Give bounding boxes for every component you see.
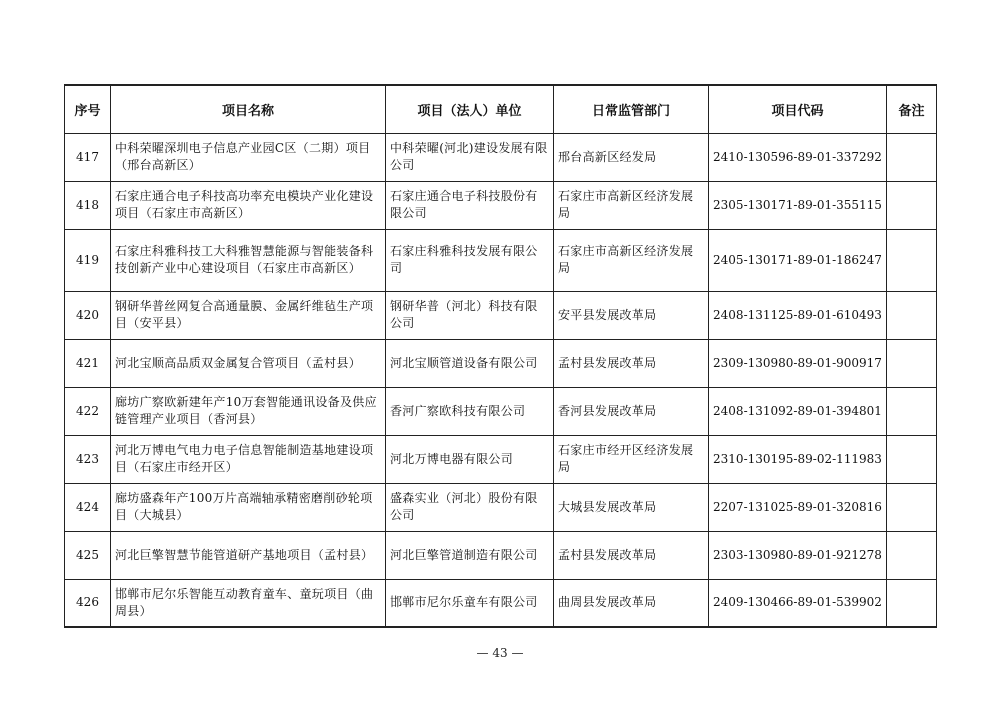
- row-project-code: 2410-130596-89-01-337292: [709, 133, 887, 181]
- row-supervision-dept: 安平县发展改革局: [554, 291, 709, 339]
- row-legal-unit: 河北万博电器有限公司: [386, 435, 554, 483]
- row-note: [887, 229, 937, 291]
- table-row: [65, 291, 937, 339]
- row-supervision-dept: 石家庄市经开区经济发展局: [554, 435, 709, 483]
- row-supervision-dept: 曲周县发展改革局: [554, 579, 709, 627]
- table-row: [65, 181, 937, 229]
- table-row: [65, 579, 937, 627]
- row-project-code: 2405-130171-89-01-186247: [709, 229, 887, 291]
- row-note: [887, 387, 937, 435]
- row-note: [887, 133, 937, 181]
- row-supervision-dept: 邢台高新区经发局: [554, 133, 709, 181]
- row-legal-unit: 石家庄科雅科技发展有限公司: [386, 229, 554, 291]
- row-supervision-dept: 大城县发展改革局: [554, 483, 709, 531]
- row-legal-unit: 中科荣曜(河北)建设发展有限公司: [386, 133, 554, 181]
- table-row: [65, 133, 937, 181]
- row-supervision-dept: 孟村县发展改革局: [554, 339, 709, 387]
- row-seq: 418: [65, 181, 111, 229]
- row-note: [887, 531, 937, 579]
- row-project-code: 2305-130171-89-01-355115: [709, 181, 887, 229]
- row-seq: 417: [65, 133, 111, 181]
- row-supervision-dept: 香河县发展改革局: [554, 387, 709, 435]
- table-row: [65, 339, 937, 387]
- page-number: — 43 —: [476, 646, 524, 660]
- row-note: [887, 339, 937, 387]
- row-project-name: 石家庄通合电子科技高功率充电模块产业化建设项目（石家庄市高新区）: [111, 181, 386, 229]
- row-project-code: 2408-131092-89-01-394801: [709, 387, 887, 435]
- row-legal-unit: 河北宝顺管道设备有限公司: [386, 339, 554, 387]
- row-note: [887, 181, 937, 229]
- header-name: 项目名称: [111, 85, 386, 133]
- row-note: [887, 291, 937, 339]
- row-seq: 422: [65, 387, 111, 435]
- row-project-name: 河北宝顺高品质双金属复合管项目（孟村县）: [111, 339, 386, 387]
- header-unit: 项目（法人）单位: [386, 85, 554, 133]
- project-table: [64, 84, 937, 628]
- row-project-name: 河北万博电气电力电子信息智能制造基地建设项目（石家庄市经开区）: [111, 435, 386, 483]
- header-code: 项目代码: [709, 85, 887, 133]
- row-legal-unit: 河北巨擎管道制造有限公司: [386, 531, 554, 579]
- row-project-name: 廊坊广察欧新建年产10万套智能通讯设备及供应链管理产业项目（香河县）: [111, 387, 386, 435]
- row-project-code: 2310-130195-89-02-111983: [709, 435, 887, 483]
- row-legal-unit: 钢研华普（河北）科技有限公司: [386, 291, 554, 339]
- row-project-name: 邯郸市尼尔乐智能互动教育童车、童玩项目（曲周县）: [111, 579, 386, 627]
- row-seq: 419: [65, 229, 111, 291]
- row-seq: 421: [65, 339, 111, 387]
- table-row: [65, 229, 937, 291]
- row-supervision-dept: 石家庄市高新区经济发展局: [554, 181, 709, 229]
- row-project-name: 中科荣曜深圳电子信息产业园C区（二期）项目（邢台高新区）: [111, 133, 386, 181]
- row-project-code: 2207-131025-89-01-320816: [709, 483, 887, 531]
- row-project-name: 石家庄科雅科技工大科雅智慧能源与智能装备科技创新产业中心建设项目（石家庄市高新区）: [111, 229, 386, 291]
- row-legal-unit: 香河广察欧科技有限公司: [386, 387, 554, 435]
- row-legal-unit: 盛森实业（河北）股份有限公司: [386, 483, 554, 531]
- row-note: [887, 435, 937, 483]
- row-legal-unit: 石家庄通合电子科技股份有限公司: [386, 181, 554, 229]
- table-row: [65, 387, 937, 435]
- header-dept: 日常监管部门: [554, 85, 709, 133]
- row-note: [887, 579, 937, 627]
- header-note: 备注: [887, 85, 937, 133]
- row-seq: 423: [65, 435, 111, 483]
- row-seq: 425: [65, 531, 111, 579]
- row-seq: 424: [65, 483, 111, 531]
- row-project-code: 2409-130466-89-01-539902: [709, 579, 887, 627]
- row-project-name: 廊坊盛森年产100万片高端轴承精密磨削砂轮项目（大城县）: [111, 483, 386, 531]
- row-project-code: 2408-131125-89-01-610493: [709, 291, 887, 339]
- table-row: [65, 435, 937, 483]
- row-supervision-dept: 石家庄市高新区经济发展局: [554, 229, 709, 291]
- header-seq: 序号: [65, 85, 111, 133]
- row-seq: 420: [65, 291, 111, 339]
- row-legal-unit: 邯郸市尼尔乐童车有限公司: [386, 579, 554, 627]
- row-project-code: 2303-130980-89-01-921278: [709, 531, 887, 579]
- row-project-name: 河北巨擎智慧节能管道研产基地项目（孟村县）: [111, 531, 386, 579]
- row-project-code: 2309-130980-89-01-900917: [709, 339, 887, 387]
- row-project-name: 钢研华普丝网复合高通量膜、金属纤维毡生产项目（安平县）: [111, 291, 386, 339]
- row-seq: 426: [65, 579, 111, 627]
- row-supervision-dept: 孟村县发展改革局: [554, 531, 709, 579]
- row-note: [887, 483, 937, 531]
- table-row: [65, 531, 937, 579]
- table-row: [65, 483, 937, 531]
- table-header-row: [65, 85, 937, 133]
